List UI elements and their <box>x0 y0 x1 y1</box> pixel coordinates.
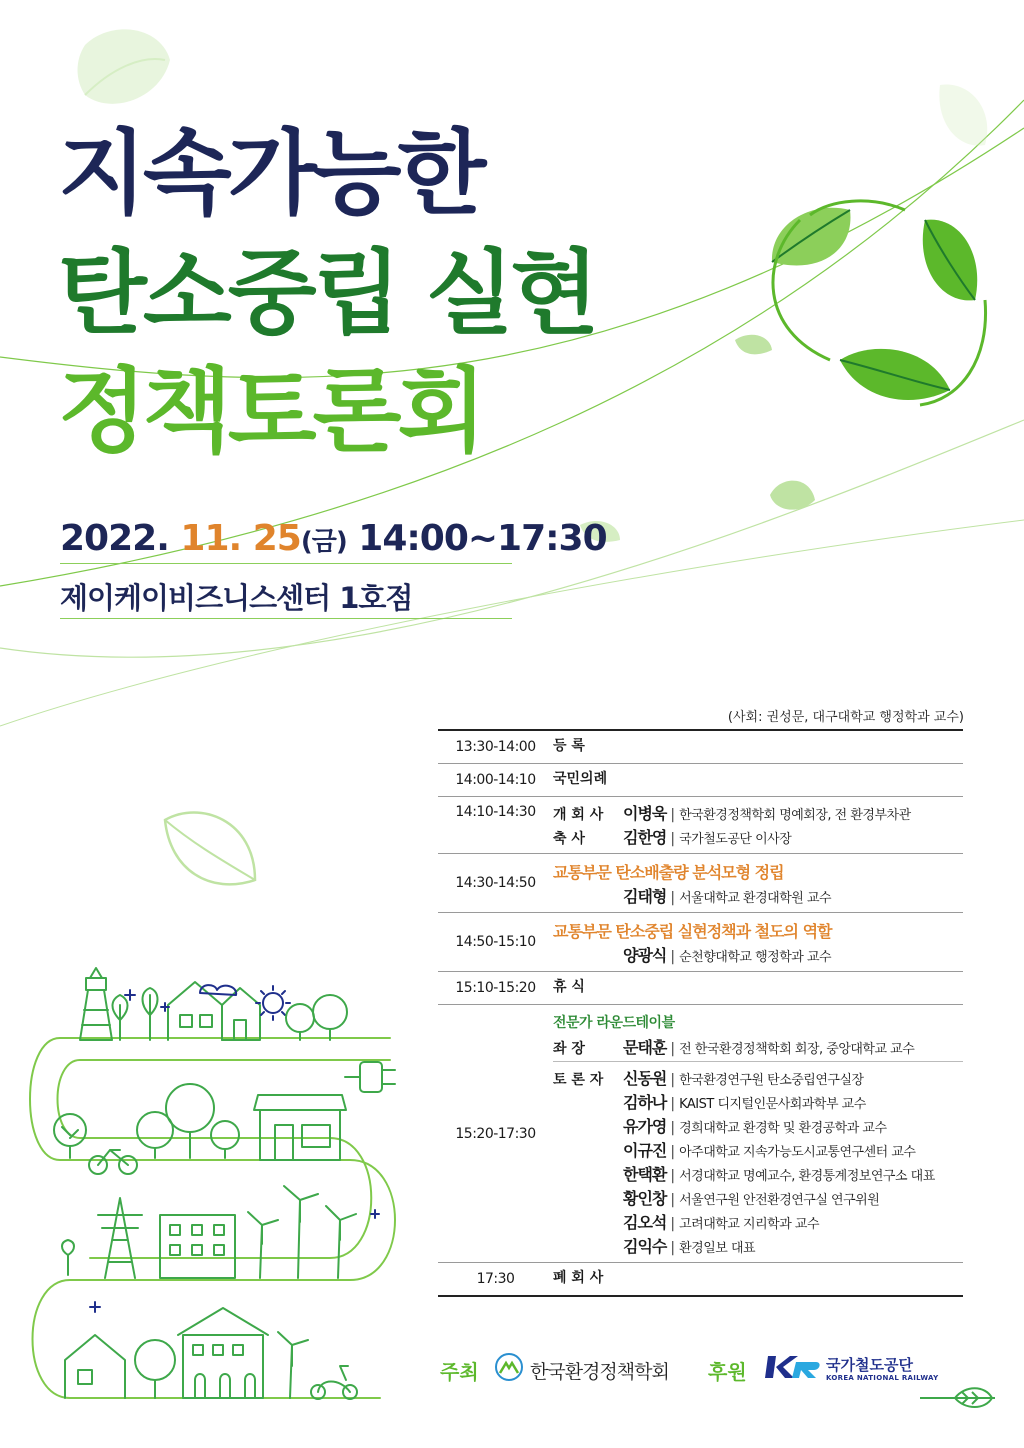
schedule-time: 14:00-14:10 <box>455 772 536 788</box>
speaker-name: 황인창 <box>623 1189 667 1208</box>
building-icon <box>178 1308 268 1398</box>
speaker-affiliation: 경희대학교 환경학 및 환경공학과 교수 <box>679 1121 887 1136</box>
speaker-affiliation: 순천향대학교 행정학과 교수 <box>679 950 832 965</box>
speaker-name: 문태훈 <box>623 1038 667 1057</box>
speaker-name: 신동원 <box>623 1069 667 1088</box>
schedule-time: 13:30-14:00 <box>455 739 536 755</box>
session-topic: 교통부문 탄소배출량 분석모형 정립 <box>553 862 784 882</box>
sponsor-organization-en: KOREA NATIONAL RAILWAY <box>826 1374 939 1382</box>
schedule-row <box>438 1263 963 1295</box>
speaker-name: 이규진 <box>623 1141 667 1160</box>
event-venue: 제이케이비즈니스센터 1호점 <box>60 581 413 615</box>
speaker-name: 양광식 <box>623 946 667 965</box>
host-label: 주최 <box>440 1360 479 1384</box>
schedule-time: 14:10-14:30 <box>455 804 536 820</box>
schedule-row <box>438 972 963 1005</box>
schedule-time: 14:30-14:50 <box>455 875 536 891</box>
speaker-affiliation: 서경대학교 명예교수, 환경통계정보연구소 대표 <box>679 1169 935 1184</box>
speaker-name: 김태형 <box>623 887 667 906</box>
schedule-label: 토 론 자 <box>553 1072 604 1088</box>
title-line-3: 정책토론회 <box>58 358 483 465</box>
speaker-name: 김한영 <box>623 828 667 847</box>
shop-icon <box>254 1095 346 1160</box>
scooter-icon <box>311 1366 357 1399</box>
power-tower-icon <box>98 1198 142 1278</box>
speaker-affiliation: 한국환경정책학회 명예회장, 전 환경부차관 <box>679 808 911 823</box>
wind-turbine-icon <box>278 1332 308 1398</box>
divider <box>60 618 512 619</box>
leaf-icon <box>920 1388 995 1407</box>
plug-icon <box>345 1062 395 1092</box>
speaker-affiliation: 서울대학교 환경대학원 교수 <box>679 891 832 906</box>
tree-icon <box>54 1084 239 1158</box>
tulip-icon <box>62 1240 74 1275</box>
schedule-label: 좌 장 <box>553 1041 585 1057</box>
divider <box>60 563 512 564</box>
sun-icon <box>256 986 290 1020</box>
date-day: 25 <box>252 518 301 559</box>
society-logo-icon <box>494 1352 524 1382</box>
schedule-table <box>438 729 963 1297</box>
leaf-icon <box>78 29 171 103</box>
session-topic: 교통부문 탄소중립 실현정책과 철도의 역할 <box>553 921 832 941</box>
host-organization: 한국환경정책학회 <box>530 1361 669 1383</box>
event-time: 14:00~17:30 <box>358 518 607 559</box>
speaker-name: 김하나 <box>623 1093 667 1112</box>
title-line-1: 지속가능한 <box>58 120 483 227</box>
schedule-time: 14:50-15:10 <box>455 934 536 950</box>
speaker-affiliation: 서울연구원 안전환경연구실 연구위원 <box>679 1193 880 1208</box>
title-line-2: 탄소중립 실현 <box>58 240 596 347</box>
date-year: 2022. <box>60 518 169 559</box>
tree-icon <box>135 1340 175 1398</box>
speaker-affiliation: 환경일보 대표 <box>679 1241 756 1256</box>
speaker-name: 김익수 <box>623 1237 667 1256</box>
schedule-label: 개 회 사 <box>553 807 604 823</box>
roundtable-title: 전문가 라운드테이블 <box>553 1015 675 1031</box>
schedule-time: 15:10-15:20 <box>455 980 536 996</box>
bicycle-icon <box>89 1150 137 1174</box>
leaf-icon <box>840 349 950 400</box>
speaker-name: 이병욱 <box>623 804 667 823</box>
leaf-icon <box>939 84 987 145</box>
speaker-name: 김오석 <box>623 1213 667 1232</box>
tree-icon <box>286 995 347 1040</box>
schedule-label: 휴 식 <box>553 979 585 995</box>
schedule-label: 축 사 <box>553 831 585 847</box>
date-month: 11. <box>180 518 242 559</box>
lighthouse-icon <box>80 968 112 1040</box>
schedule-label: 등 록 <box>553 738 585 754</box>
schedule-label: 폐 회 사 <box>553 1270 604 1286</box>
schedule-row: 15:20-17:30 전문가 라운드테이블 좌 장 문태훈 | 전 한국환경정책학회 회장, 중앙대학교 교수 토 론 자 신동원 | 한국환경연구원 탄소중립연구실장 김하나 | KAIST 디지털인문사회과학부 교수 유가영 | 경희대학교 환경학 및 환경공학과 교수 이규진 | 아주대학교 지속가능도시교통연구센터 교수 한택환 | 서경대학교 명예교수, 환경통계정보연구소 대표 황인창 | 서울연구원 안전환경연구실 연구위원 김오석 | 고려대학교 지리학과 교수 김익수 | 환경일보 대표 <box>438 1005 963 1263</box>
schedule-row <box>438 764 963 797</box>
sponsor-label: 후원 <box>708 1360 747 1384</box>
krnl-logo-icon <box>764 1352 822 1382</box>
speaker-affiliation: 한국환경연구원 탄소중립연구실장 <box>679 1073 864 1088</box>
schedule-row <box>438 731 963 764</box>
speaker-name: 유가영 <box>623 1117 667 1136</box>
sponsor-organization: 국가철도공단 <box>826 1356 913 1374</box>
speaker-affiliation: KAIST 디지털인문사회과학부 교수 <box>679 1097 866 1112</box>
event-date-time <box>60 518 607 559</box>
leaf-icon <box>923 220 977 301</box>
leaf-icon <box>772 208 851 266</box>
house-icon <box>65 1335 125 1398</box>
speaker-affiliation: 국가철도공단 이사장 <box>679 832 792 847</box>
wind-turbine-icon <box>248 1186 356 1278</box>
schedule-time: 15:20-17:30 <box>455 1125 536 1142</box>
schedule-row: 14:10-14:30 개 회 사 이병욱 | 한국환경정책학회 명예회장, 전 환경부차관 축 사 김한영 | 국가철도공단 이사장 <box>438 797 963 854</box>
house-icon <box>168 982 260 1040</box>
building-icon <box>160 1215 235 1278</box>
schedule-row: 14:50-15:10 교통부문 탄소중립 실현정책과 철도의 역할 양광식 | 순천향대학교 행정학과 교수 <box>438 913 963 972</box>
date-weekday: (금) <box>300 527 347 557</box>
speaker-name: 한택환 <box>623 1165 667 1184</box>
schedule-row: 14:30-14:50 교통부문 탄소배출량 분석모형 정립 김태형 | 서울대학교 환경대학원 교수 <box>438 854 963 913</box>
schedule-time: 17:30 <box>476 1271 515 1287</box>
moderator-note: (사회: 권성문, 대구대학교 행정학과 교수) <box>727 710 964 725</box>
schedule-label: 국민의례 <box>553 771 608 787</box>
speaker-affiliation: 고려대학교 지리학과 교수 <box>679 1217 819 1232</box>
speaker-affiliation: 전 한국환경정책학회 회장, 중앙대학교 교수 <box>679 1042 915 1057</box>
speaker-affiliation: 아주대학교 지속가능도시교통연구센터 교수 <box>679 1145 916 1160</box>
leaf-icon <box>165 813 255 885</box>
